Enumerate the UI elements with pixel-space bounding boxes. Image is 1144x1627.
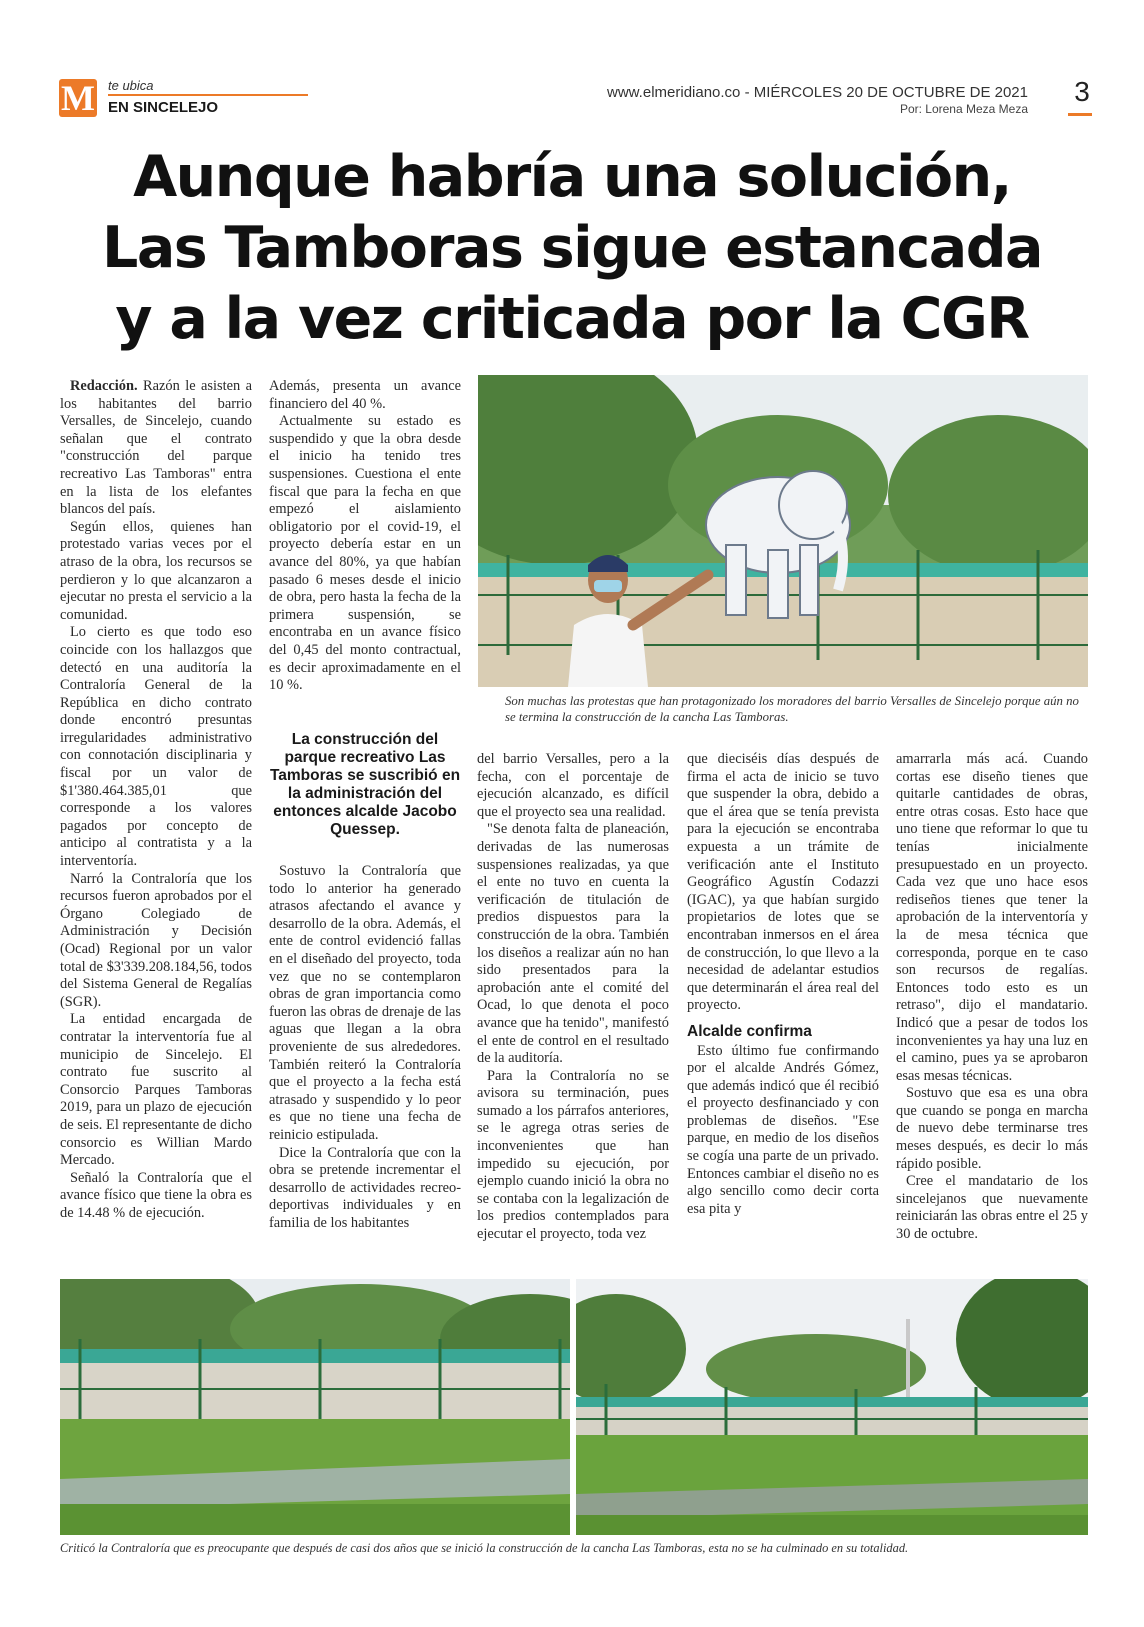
photo-elephant-mural — [478, 375, 1088, 687]
paragraph: Según ellos, quienes han protestado varias veces por el atraso de la obra, los recursos se perdieron y lo que alcanzaron a ejecutar no presta el servicio a la comunidad. — [60, 518, 252, 623]
photo-court-left-image — [60, 1279, 570, 1535]
headline — [40, 142, 1104, 355]
article-column-2-top — [269, 378, 461, 695]
article-column-2-bottom — [269, 863, 461, 1232]
paragraph: Sostuvo la Contraloría que todo lo anterior ha generado atrasos afectando el avance y desarrollo de la obra. Además, el ente de control evidenció fallas en el diseñado del proyecto, toda vez que no se contemplaron obras de gran importancia como fueron las obras de drenaje de las aguas que llegan a la obra proveniente de sus alrededores. También reiteró la Contraloría que el proyecto a la fecha está atrasado y suspendido y lo peor es que no tiene una fecha de reinicio estipulada. — [269, 863, 461, 1143]
paragraph: Cree el mandatario de los sincelejanos que nuevamente reiniciarán las obras entre el 25 y 30 de octubre. — [896, 1173, 1088, 1243]
paragraph: que dieciséis días después de firma el acta de inicio se tuvo que suspender la obra, debido a que el área que se tenía prevista para la ejecución se encontraba expuesta a un trámite de verificación ante el Instituto Geográfico Agustín Codazzi (IGAC), ya que habían surgido propietarios de lotes que se encontraban inmersos en el área de construcción, lo que llevo a la necesidad de adelantar estudios que determinarán el área real del proyecto. — [687, 751, 879, 1014]
article-column-1 — [60, 378, 252, 1223]
article-column-5 — [896, 751, 1088, 1244]
byline: Por: Lorena Meza Meza — [899, 102, 1028, 116]
page-number: 3 — [1074, 76, 1090, 107]
photo-court-right — [576, 1279, 1088, 1535]
paragraph: Dice la Contraloría que con la obra se pretende incrementar el desarrollo de actividades recreo-deportivas individuales y en familia de los habitantes — [269, 1144, 461, 1231]
section-title: EN SINCELEJO — [108, 99, 219, 116]
paragraph: Sostuvo que esa es una obra que cuando se ponga en marcha de nuevo debe terminarse tres meses después, es decir lo más rápido posible. — [896, 1085, 1088, 1172]
pull-quote: La construcción del parque recreativo Las Tamboras se suscribió en la administración del entonces alcalde Jacobo Quessep. — [269, 731, 461, 838]
section-label — [108, 79, 308, 116]
paragraph: del barrio Versalles, pero a la fecha, con el porcentaje de ejecución alcanzado, es difícil que el proyecto sea una realidad. — [477, 751, 669, 820]
paragraph: Actualmente su estado es suspendido y que la obra desde el inicio ha tenido tres suspensiones. Cuestiona el ente fiscal que para la fecha en que empezó el aislamiento obligatorio por el covid-19, el proyecto debería estar en un avance del 80%, ya que habían pasado 6 meses desde el inicio de obra, pero hasta la fecha de la primera suspensión, se encontraba en un avance físico del 0,45 del monto contractual, es decir aproximadamente en el 10 %. — [269, 413, 461, 694]
paragraph — [60, 378, 252, 519]
photo-elephant-mural-image — [478, 375, 1088, 687]
paragraph: Señaló la Contraloría que el avance físico que tiene la obra es de 14.48 % de ejecución. — [60, 1169, 252, 1221]
headline-line-2: Las Tamboras sigue estancada — [102, 215, 1042, 281]
photo-caption-top: Son muchas las protestas que han protagonizado los moradores del barrio Versalles de Sincelejo porque aún no se termina la construcción de la cancha Las Tamboras. — [505, 694, 1079, 724]
paragraph: Esto último fue confirmando por el alcalde Andrés Gómez, que además indicó que él recibió el proyecto desfinanciado y con problemas de diseños. "Ese parque, en medio de los diseños se cogía una parte de un privado. Entonces cambiar el diseño no es algo sencillo como decir corta esa pita y — [687, 1042, 879, 1217]
paragraph: Narró la Contraloría que los recursos fueron aprobados por el Órgano Colegiado de Administración y Decisión (Ocad) Regional por un valor total de $3'339.208.184,56, todos del Sistema General de Regalías (SGR). — [60, 870, 252, 1010]
article-column-4 — [687, 751, 879, 1218]
paragraph: La entidad encargada de contratar la interventoría fue al municipio de Sincelejo. El contrato fue suscrito al Consorcio Parques Tamboras 2019, para un plazo de ejecución de seis. El representante de dicho consorcio es Willian Mardo Mercado. — [60, 1011, 252, 1169]
page-meta — [607, 84, 1028, 116]
photo-court-left — [60, 1279, 570, 1535]
headline-line-1: Aunque habría una solución, — [133, 144, 1011, 210]
paragraph: amarrarla más acá. Cuando cortas ese diseño tienes que quitarle cantidades de obras, entre otras cosas. Esto hace que uno tiene que reformar lo que tu tenías inicialmente presupuestado en un proyecto. Cada vez que uno hace esos rediseños tienes que tener la aprobación de la interventoría y la de mesa técnica que corresponda, porque en te caso son recursos de regalías. Entonces todo esto es un retraso", dijo el mandatario. Indicó que a pesar de todos los inconvenientes ya hay una luz en el camino, pues ya se aprobaron esas mesas técnicas. — [896, 751, 1088, 1084]
site-and-date: www.elmeridiano.co - MIÉRCOLES 20 DE OCTUBRE DE 2021 — [607, 84, 1028, 101]
subhead: Alcalde confirma — [687, 1022, 812, 1040]
photo-caption-bottom: Criticó la Contraloría que es preocupante que después de casi dos años que se inició la construcción de la cancha Las Tamboras, esta no se ha culminado en su totalidad. — [60, 1541, 909, 1555]
article-column-3 — [477, 751, 669, 1244]
page-number-rule — [1068, 113, 1092, 116]
paragraph: Lo cierto es que todo eso coincide con los hallazgos que detectó en una auditoría la Contraloría General de la República en dicho contrato donde encontró presuntas irregularidades administrativo con connotación disciplinaria y fiscal por un valor de $1'380.464.385,01 que corresponde a los valores pagados por concepto de anticipo al contratista y a la interventoría. — [60, 624, 252, 870]
paragraph: "Se denota falta de planeación, derivadas de las numerosas suspensiones realizadas, ya que el ente no tuvo en cuenta la verificación de titulación de predios dispuestos para la construcción de la obra. También los diseños a realizar aún no han sido presentados para la aprobación ante el comité del Ocad, lo que denota el poco avance que ha tenido", manifestó el ente de control en el resultado de la auditoría. — [477, 821, 669, 1067]
newspaper-logo: M — [59, 79, 97, 117]
paragraph-text: Razón le asisten a los habitantes del barrio Versalles, de Sincelejo, cuando señalan que el contrato "construcción del parque recreativo Las Tamboras" entra en la lista de los elefantes blancos del país. — [60, 378, 252, 518]
headline-line-3: y a la vez criticada por la CGR — [115, 286, 1029, 352]
section-rule — [108, 94, 308, 96]
lead-label: Redacción. — [70, 378, 138, 394]
paragraph: Además, presenta un avance financiero del 40 %. — [269, 378, 461, 412]
paragraph: Para la Contraloría no se avisora su terminación, pues sumado a los párrafos anteriores, se le agrega otras series de inconvenientes que han impedido su ejecución, por ejemplo cuando inició la obra no se contaba con la legalización de los predios contemplados para ejecutar el proyecto, toda vez — [477, 1067, 669, 1243]
photo-court-right-image — [576, 1279, 1088, 1535]
section-small-label: te ubica — [108, 78, 154, 93]
